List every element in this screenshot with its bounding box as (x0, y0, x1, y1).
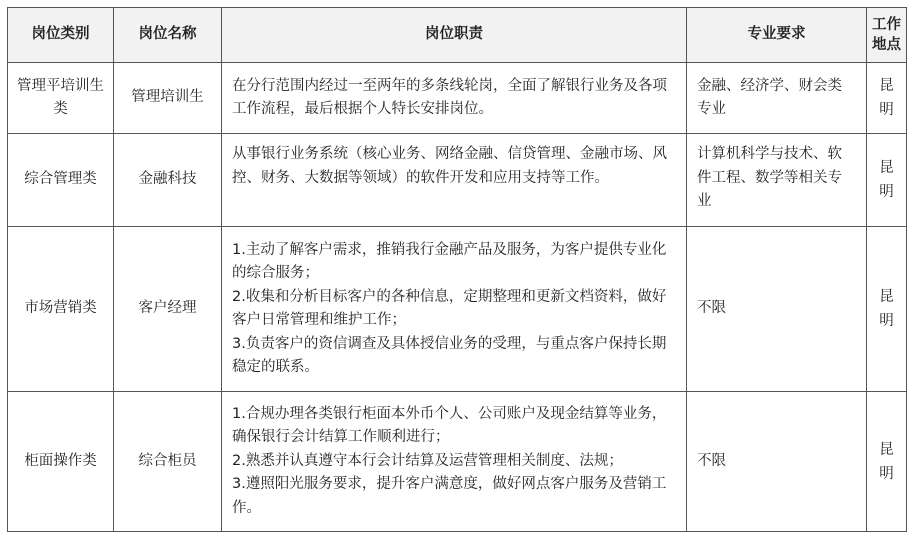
cell-major: 计算机科学与技术、软件工程、数学等相关专业 (687, 134, 867, 227)
cell-name: 客户经理 (114, 227, 222, 392)
cell-duty (222, 392, 687, 532)
cell-duty (222, 227, 687, 392)
duty-line: 2.收集和分析目标客户的各种信息，定期整理和更新文档资料，做好客户日常管理和维护工作； (232, 288, 667, 328)
header-name: 岗位名称 (114, 8, 222, 63)
duty-line: 在分行范围内经过一至两年的多条线轮岗，全面了解银行业务及各项工作流程，最后根据个人特长安排岗位。 (232, 77, 667, 117)
cell-category: 管理平培训生类 (8, 63, 114, 134)
cell-name: 管理培训生 (114, 63, 222, 134)
duty-line: 2.熟悉并认真遵守本行会计结算及运营管理相关制度、法规； (232, 452, 623, 469)
header-category: 岗位类别 (8, 8, 114, 63)
header-location: 工作地点 (867, 8, 907, 63)
duty-line: 1.合规办理各类银行柜面本外币个人、公司账户及现金结算等业务，确保银行会计结算工作顺利进行； (232, 405, 667, 446)
cell-major: 金融、经济学、财会类专业 (687, 63, 867, 134)
table-row (8, 227, 907, 392)
duty-line: 1.主动了解客户需求，推销我行金融产品及服务，为客户提供专业化的综合服务； (232, 241, 667, 281)
cell-name: 综合柜员 (114, 392, 222, 532)
duty-line: 从事银行业务系统（核心业务、网络金融、信贷管理、金融市场、风控、财务、大数据等领域）的软件开发和应用支持等工作。 (232, 146, 667, 186)
cell-major: 不限 (687, 392, 867, 532)
duty-line: 3.遵照阳光服务要求，提升客户满意度，做好网点客户服务及营销工作。 (232, 476, 667, 516)
cell-major: 不限 (687, 227, 867, 392)
cell-location: 昆明 (867, 227, 907, 392)
table-row (8, 134, 907, 227)
cell-location: 昆明 (867, 63, 907, 134)
header-major: 专业要求 (687, 8, 867, 63)
table-row (8, 63, 907, 134)
header-duty: 岗位职责 (222, 8, 687, 63)
job-positions-table (7, 7, 907, 532)
table-row (8, 392, 907, 532)
cell-category: 综合管理类 (8, 134, 114, 227)
cell-category: 市场营销类 (8, 227, 114, 392)
cell-duty (222, 63, 687, 134)
cell-location: 昆明 (867, 392, 907, 532)
cell-location: 昆明 (867, 134, 907, 227)
table-header-row (8, 8, 907, 63)
cell-name: 金融科技 (114, 134, 222, 227)
duty-line: 3.负责客户的资信调查及具体授信业务的受理，与重点客户保持长期稳定的联系。 (232, 335, 667, 375)
cell-category: 柜面操作类 (8, 392, 114, 532)
cell-duty (222, 134, 687, 227)
